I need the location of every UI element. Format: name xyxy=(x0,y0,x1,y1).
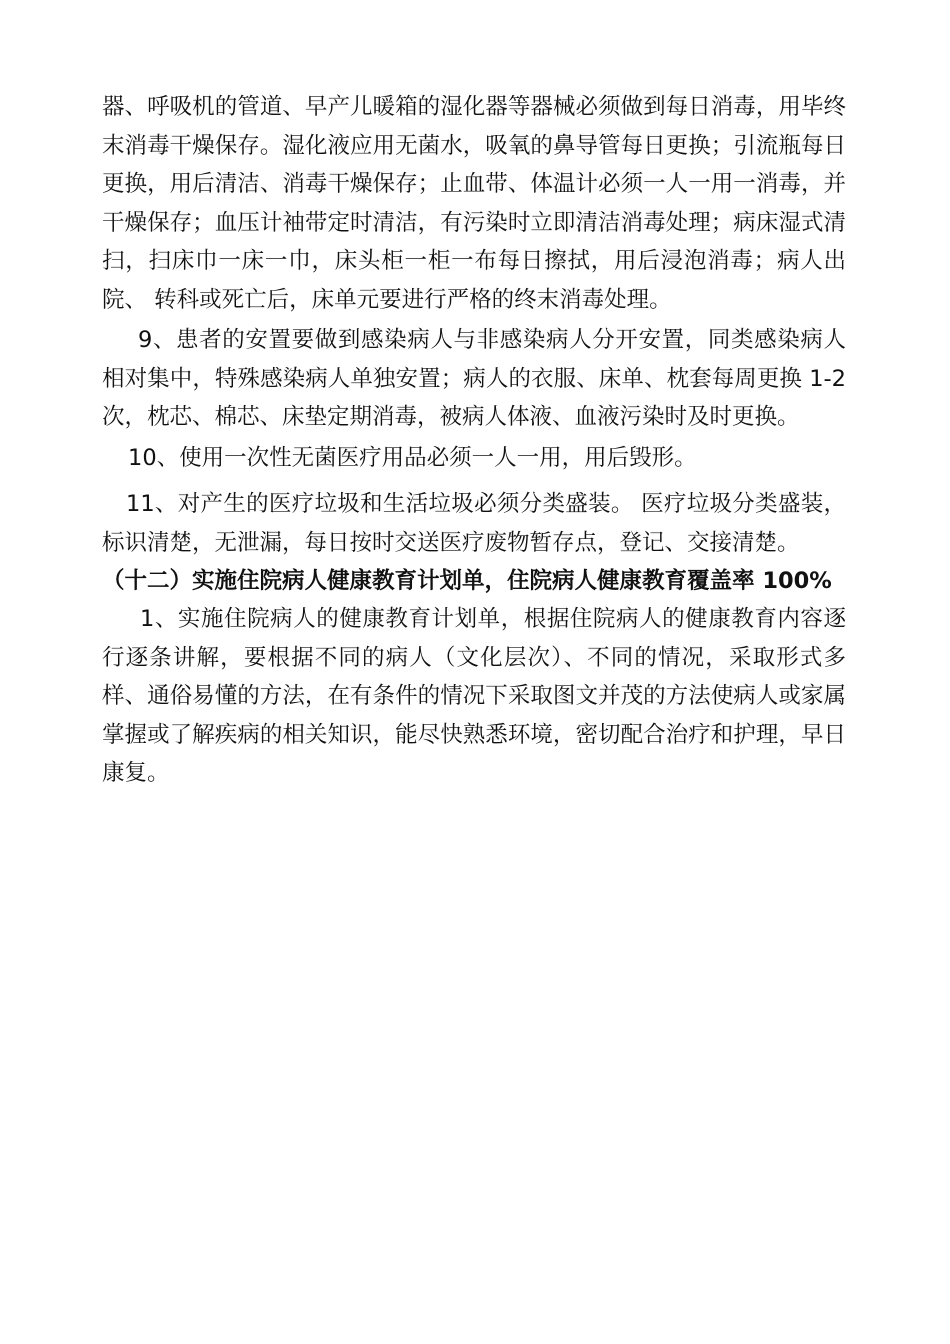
paragraph-item-11: 11、对产生的医疗垃圾和生活垃圾必须分类盛装。 医疗垃圾分类盛装，标识清楚，无泄漏，每日按时交送医疗废物暂存点，登记、交接清楚。 xyxy=(102,491,846,556)
paragraph-section-12-item-1: 1、实施住院病人的健康教育计划单，根据住院病人的健康教育内容逐行逐条讲解，要根据不同的病人（文化层次）、不同的情况，采取形式多样、通俗易懂的方法，在有条件的情况下采取图文并茂的方法使病人或家属掌握或了解疾病的相关知识，能尽快熟悉环境，密切配合治疗和护理，早日康复。 xyxy=(102,606,846,786)
paragraph-disinfection-continuation: 器、呼吸机的管道、早产儿暖箱的湿化器等器械必须做到每日消毒，用毕终末消毒干燥保存。湿化液应用无菌水，吸氧的鼻导管每日更换；引流瓶每日更换，用后清洁、消毒干燥保存；止血带、体温计必须一人一用一消毒，并干燥保存；血压计袖带定时清洁，有污染时立即清洁消毒处理；病床湿式清扫，扫床巾一床一巾，床头柜一柜一布每日擦拭，用后浸泡消毒；病人出院、 转科或死亡后，床单元要进行严格的终末消毒处理。 xyxy=(102,94,846,313)
section-heading-12: （十二）实施住院病人健康教育计划单，住院病人健康教育覆盖率 100% xyxy=(102,568,832,594)
document-body xyxy=(102,88,846,793)
paragraph-item-10: 10、使用一次性无菌医疗用品必须一人一用，用后毁形。 xyxy=(128,444,697,471)
paragraph-item-9: 9、患者的安置要做到感染病人与非感染病人分开安置，同类感染病人相对集中，特殊感染病人单独安置；病人的衣服、床单、枕套每周更换 1-2 次，枕芯、棉芯、床垫定期消毒，被病人体液、血液污染时及时更换。 xyxy=(102,327,846,430)
